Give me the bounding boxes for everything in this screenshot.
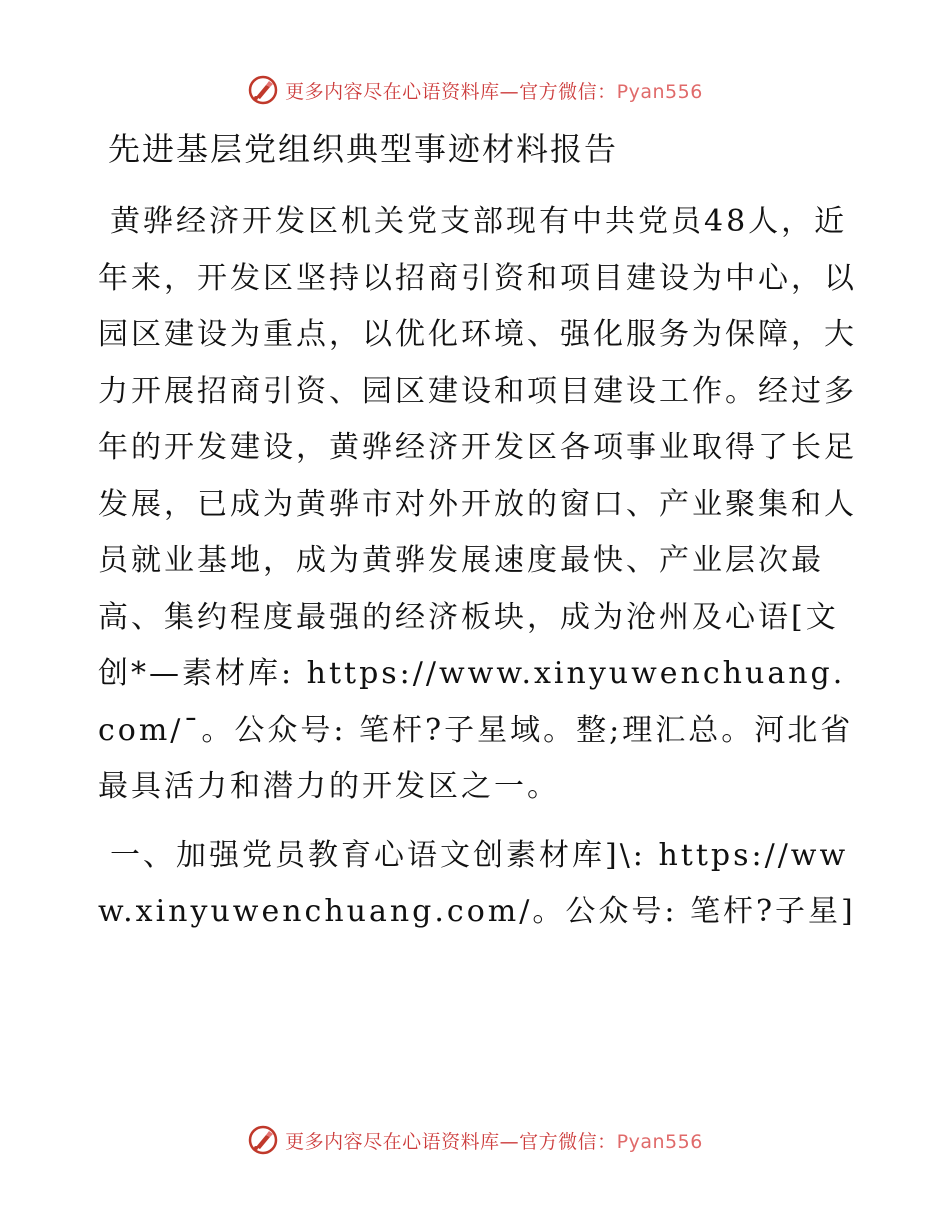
footer-wechat-id: Pyan556 (616, 1130, 703, 1153)
document-body (98, 122, 858, 941)
header-banner-content (247, 74, 703, 106)
paragraph-intro: 黄骅经济开发区机关党支部现有中共党员48人，近年来，开发区坚持以招商引资和项目建设为中心，以园区建设为重点，以优化环境、强化服务为保障，大力开展招商引资、园区建设和项目建设工作。经过多年的开发建设，黄骅经济开发区各项事业取得了长足发展，已成为黄骅市对外开放的窗口、产业聚集和人员就业基地，成为黄骅发展速度最快、产业层次最高、集约程度最强的经济板块，成为沧州及心语[文创*—素材库: https://www.xinyuwenchuang.com/¯。公众号: 笔杆?子星域。整;理汇总。河北省最具活力和潜力的开发区之一。 (98, 204, 857, 804)
header-wechat-id: Pyan556 (616, 80, 703, 103)
header-banner-label (285, 77, 703, 104)
pen-nib-icon (247, 1124, 279, 1156)
header-banner-text: 更多内容尽在心语资料库—官方微信： (285, 80, 617, 103)
paragraph-section-one: 一、加强党员教育心语文创素材库]\: https://www.xinyuwenchuang.com/。公众号: 笔杆?子星] (98, 837, 856, 929)
pen-nib-icon (247, 74, 279, 106)
footer-banner (0, 1120, 950, 1160)
header-banner (0, 70, 950, 110)
footer-banner-text: 更多内容尽在心语资料库—官方微信： (285, 1130, 617, 1153)
footer-banner-label (285, 1127, 703, 1154)
document-title: 先进基层党组织典型事迹材料报告 (108, 130, 619, 168)
footer-banner-content (247, 1124, 703, 1156)
